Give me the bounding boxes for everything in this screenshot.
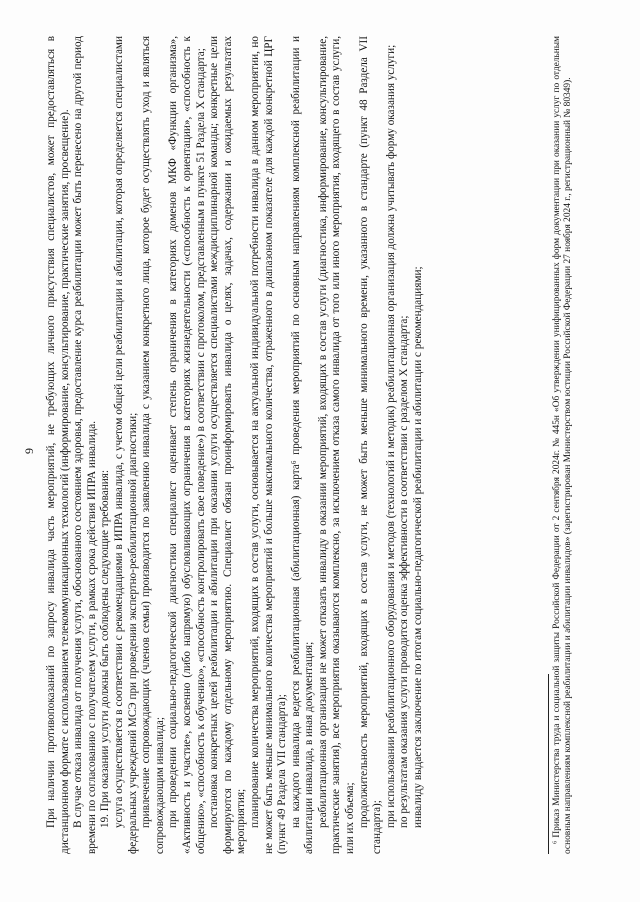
paragraph: услуга осуществляется в соответствии с рекомендациями в ИПРА инвалида, с учетом общей цели реабилитации и абилитации, которая определяется специалистами федеральных учреждений МСЭ при проведении экспертно-реабилитационной диагностики; bbox=[112, 36, 139, 854]
paragraph: на каждого инвалида ведется реабилитационная (абилитационная) карта⁶ проведения мероприятий по основным направлениям комплексной реабилитации и абилитации инвалида, в иная документация; bbox=[289, 36, 316, 854]
paragraph: При наличии противопоказаний по запросу инвалида часть мероприятий, не требующих личного присутствия специалистов, может предоставляться в дистанционном формате с использованием телекоммуникационных технологий (информирование, консультирование, практические занятия, просвещение). bbox=[45, 36, 71, 854]
document-body bbox=[45, 36, 426, 854]
paragraph: привлечение сопровождающих (членов семьи) производится по заявлению инвалида с указанием конкретного лица, которое будет осуществлять уход и являться сопровождающим инвалида; bbox=[140, 36, 166, 854]
paragraph: продолжительность мероприятий, входящих в состав услуги, не может быть меньше минимального времени, указанного в стандарте (пункт 48 Раздела VII стандарта); bbox=[357, 36, 384, 854]
paragraph: инвалиду выдается заключение по итогам социально-педагогической реабилитации и абилитации с рекомендациями; bbox=[412, 266, 425, 828]
paragraph: реабилитационная организация не может отказать инвалиду в оказании мероприятий, входящих в состав услуги (диагностика, информирование, консультирование, практические занятия), все мероприятия оказываются комплексно, за исключением отказа самого инвалида от того или иного мероприятия, входящего в состав услуги, или их объема; bbox=[316, 36, 357, 854]
page-number: 9 bbox=[22, 448, 36, 454]
paragraph: при использовании реабилитационного оборудования и методов (технологий и методик) реабилитационная организация должна учитывать форму оказания услуги; bbox=[384, 44, 397, 828]
paragraph: по результатам оказания услуги проводится оценка эффективности в соответствии с разделом X стандарта; bbox=[398, 315, 411, 828]
paragraph: при проведении социально-педагогической диагностики специалист оценивает степень ограничения в категориях доменов МКФ «Функции организма», «Активность и участие», косвенно (либо напрямую) обусловливающих ограничения в категориях жизнедеятельности («способность к ориентации», «способность к общению», «способность к обучению», «способность контролировать свое поведение») в соответствии с протоколом, представленным в пункте 51 Раздела X стандарта; bbox=[167, 36, 207, 854]
paragraph: постановка конкретных целей реабилитации и абилитации при оказании услуги осуществляется специалистами междисциплинарной команды; конкретные цели формируются по каждому отдельному мероприятию. Специалист обязан проинформировать инвалида о целях, задачах, содержании и ожидаемых результатах мероприятия; bbox=[208, 36, 248, 854]
paragraph: В случае отказа инвалида от получения услуги, обоснованного состоянием здоровья, предоставление курса реабилитации может быть перенесено на другой период времени по согласованию с получателем услуги, в рамках срока действия ИПРА инвалида. bbox=[72, 36, 98, 854]
footnote-divider bbox=[548, 674, 549, 854]
paragraph: 19. При оказании услуги должны быть соблюдены следующие требования: bbox=[99, 470, 112, 828]
footnote: ⁶ Приказ Министерства труда и социальной защиты Российской Федерации от 2 сентября 2024г. № 445н «Об утверждении унифицированных форм документации при оказании услуг по отдельным основным направлениям комплексной реабилитации и абилитации инвалидов» (зарегистрирован Министерством юстиции Российской Федерации 27 ноября 2024 г., регистрационный № 80349). bbox=[552, 36, 573, 854]
paragraph: планирование количества мероприятий, входящих в состав услуги, основывается на актуальной индивидуальной потребности инвалида в данном мероприятии, но не может быть меньше минимального количества мероприятий и больше максимального количества, отраженного в диапазоном показателе для каждой конкретной ЦРГ (пункт 49 Раздела VII стандарта); bbox=[248, 36, 289, 854]
